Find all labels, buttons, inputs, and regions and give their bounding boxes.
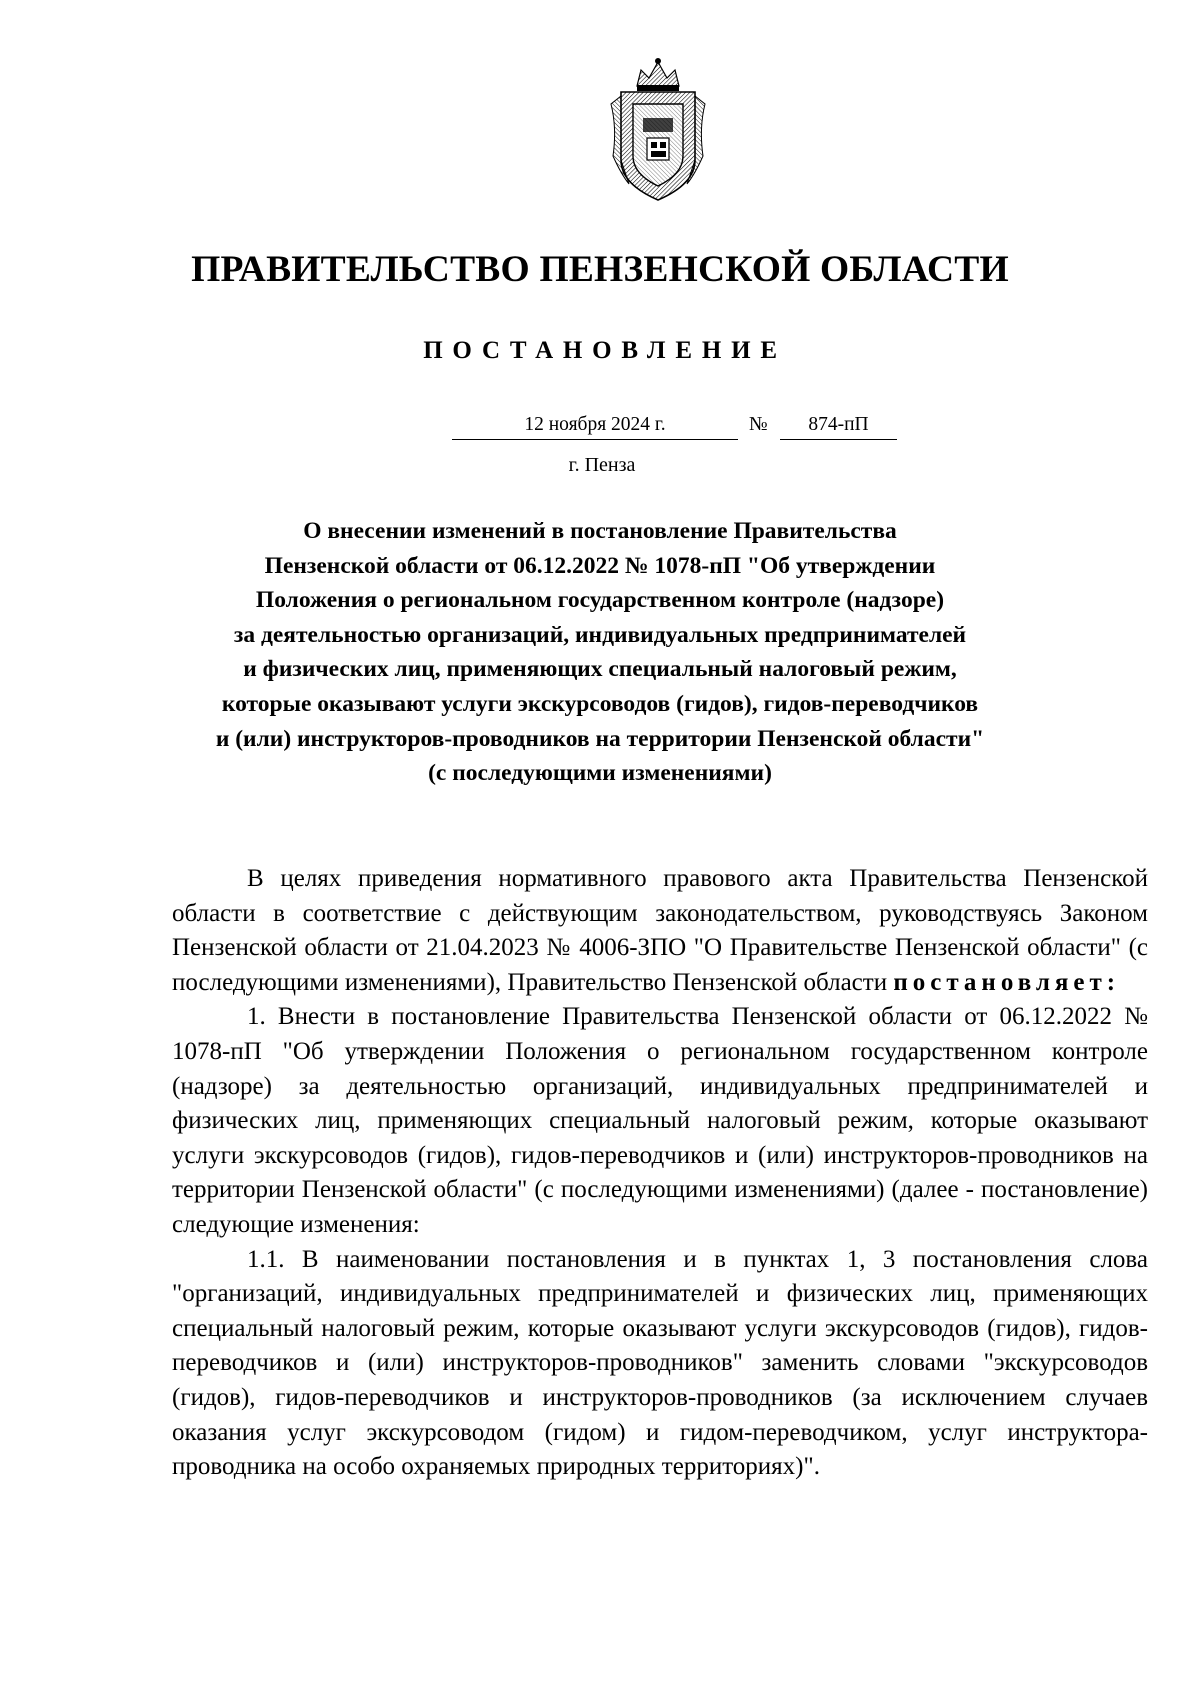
document-number: 874-пП [780, 413, 897, 440]
heading-line: О внесении изменений в постановление Правительства [303, 518, 897, 544]
document-body [172, 862, 1148, 1485]
heading-line: Пензенской области от 06.12.2022 № 1078-пП "Об утверждении [264, 552, 936, 579]
number-sign: № [749, 414, 768, 435]
city: г. Пенза [568, 454, 636, 476]
item-1-paragraph: 1. Внести в постановление Правительства Пензенской области от 06.12.2022 № 1078-пП "Об утверждении Положения о региональном государственном контроле (надзоре) за деятельностью организаций, индивидуальных предпринимателей и физических лиц, применяющих специальный налоговый режим, которые оказывают услуги экскурсоводов (гидов), гидов-переводчиков и (или) инструкторов-проводников на территории Пензенской области" (с последующими изменениями) (далее - постановление) следующие изменения: [172, 1003, 1148, 1238]
heading-line: (с последующими изменениями) [428, 760, 772, 787]
document-heading [150, 514, 1050, 791]
heading-line: Положения о региональном государственном контроле (надзоре) [255, 587, 945, 614]
heading-line: которые оказывают услуги экскурсоводов (гидов), гидов-переводчиков [221, 690, 979, 717]
heading-line: и (или) инструкторов-проводников на территории Пензенской области" [215, 725, 985, 752]
date-number-row [0, 413, 1200, 443]
item-1-1-paragraph: 1.1. В наименовании постановления и в пунктах 1, 3 постановления слова "организаций, индивидуальных предпринимателей и физических лиц, применяющих специальный налоговый режим, которые оказывают услуги экскурсоводов (гидов), гидов-переводчиков и (или) инструкторов-проводников" заменить словами "экскурсоводов (гидов), гидов-переводчиков и инструкторов-проводников (за исключением случаев оказания услуг экскурсоводом (гидом) и гидом-переводчиком, услуг инструктора-проводника на особо охраняемых природных территориях)". [172, 1245, 1148, 1481]
document-type: ПОСТАНОВЛЕНИЕ [423, 337, 787, 364]
preamble-text: В целях приведения нормативного правового акта Правительства Пензенской области в соответствие с действующим законодательством, руководствуясь Законом Пензенской области от 21.04.2023 № 4006-ЗПО "О Правительстве Пензенской области" (с последующими изменениями), Правительство Пензенской области [172, 865, 1148, 996]
coat-of-arms-emblem-icon [607, 56, 709, 206]
preamble-paragraph [172, 862, 1148, 1000]
heading-line: за деятельностью организаций, индивидуальных предпринимателей [233, 621, 967, 648]
document-date: 12 ноября 2024 г. [452, 413, 738, 440]
heading-line: и физических лиц, применяющих специальный налоговый режим, [243, 656, 957, 683]
decree-word: постановляет: [893, 968, 1121, 996]
government-title: ПРАВИТЕЛЬСТВО ПЕНЗЕНСКОЙ ОБЛАСТИ [191, 249, 1009, 290]
